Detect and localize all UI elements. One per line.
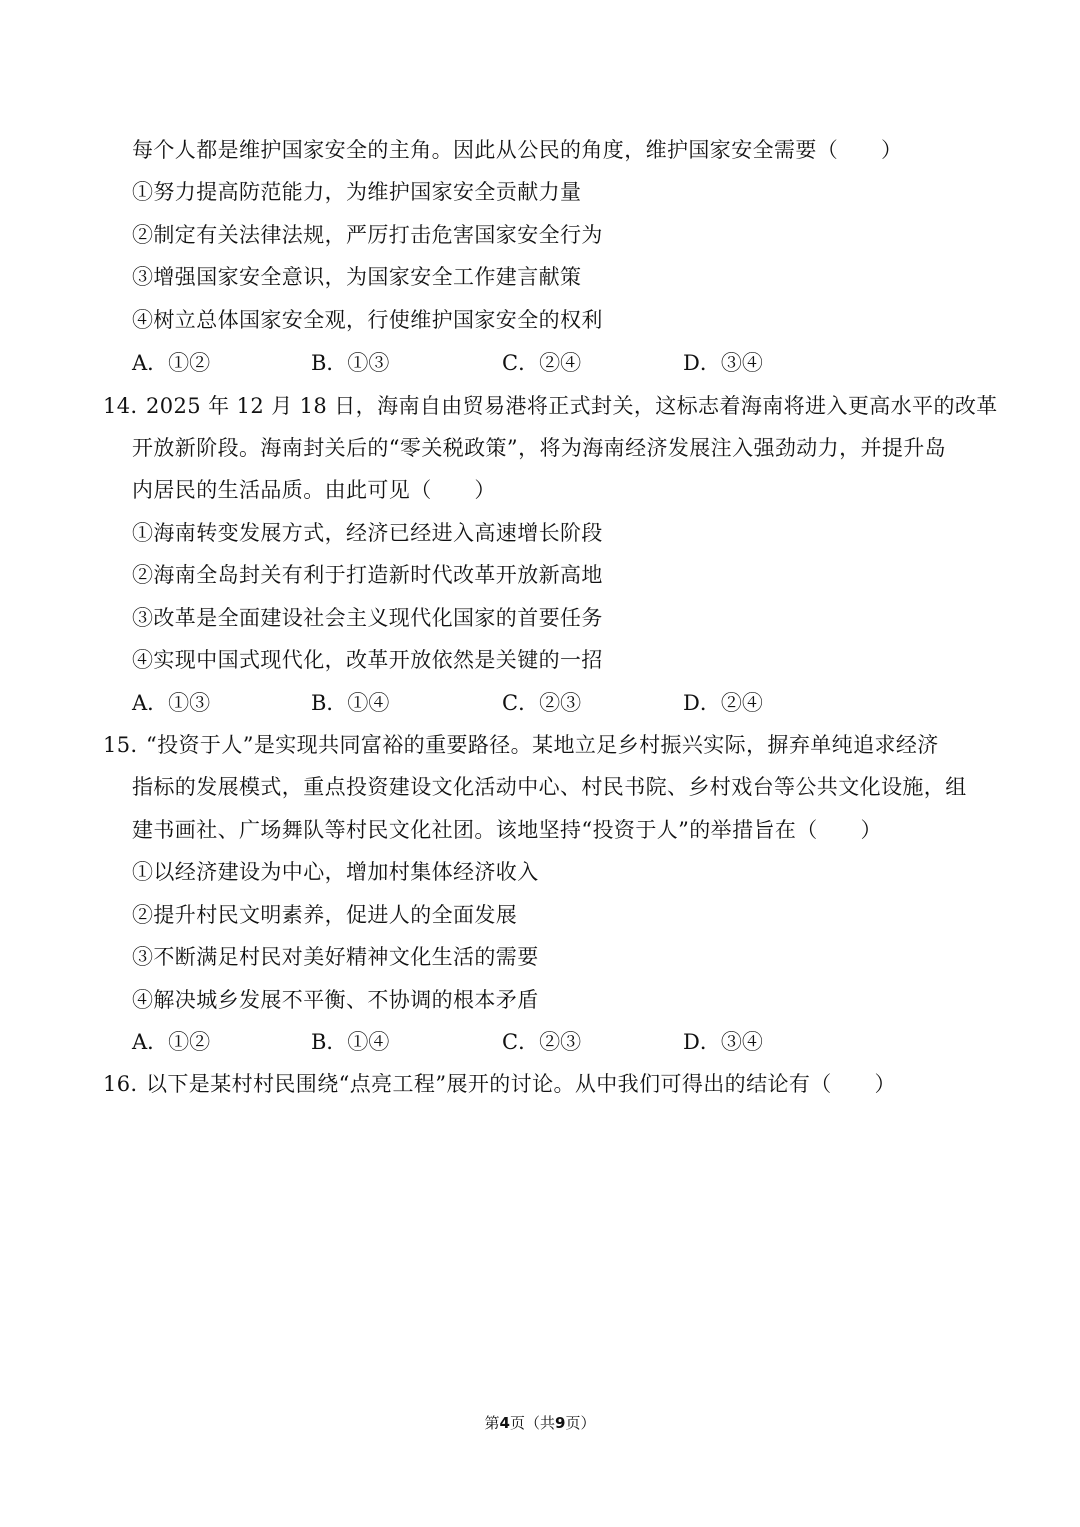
footer-prefix: 第 [484,1414,500,1432]
page-footer [0,1413,1080,1433]
q15-stem-line-3: 建书画社、广场舞队等村民文化社团。该地坚持“投资于人”的举措旨在（ ） [132,818,882,842]
q14-item-3: ③改革是全面建设社会主义现代化国家的首要任务 [132,606,603,630]
q13-option-a[interactable]: A．①② [132,351,211,375]
footer-suffix: 页） [565,1414,596,1432]
q13-option-c[interactable]: C．②④ [502,351,582,375]
q14-option-c[interactable]: C．②③ [502,691,582,715]
q14-number: 14． [103,394,152,418]
q13-option-d[interactable]: D．③④ [683,351,763,375]
q15-option-a[interactable]: A．①② [132,1030,211,1054]
q15-item-3: ③不断满足村民对美好精神文化生活的需要 [132,945,539,969]
q16-stem: 以下是某村村民围绕“点亮工程”展开的讨论。从中我们可得出的结论有（ ） [146,1072,896,1096]
q15-item-1: ①以经济建设为中心，增加村集体经济收入 [132,860,539,884]
q14-stem-line-3: 内居民的生活品质。由此可见（ ） [132,478,496,502]
q16-number: 16． [103,1072,152,1096]
q14-stem-line-1: 2025 年 12 月 18 日，海南自由贸易港将正式封关，这标志着海南将进入更高水平的改革 [146,394,998,418]
q14-item-2: ②海南全岛封关有利于打造新时代改革开放新高地 [132,563,603,587]
footer-total-pages: 9 [555,1414,566,1432]
footer-middle: 页（共 [509,1414,555,1432]
q13-stem-tail: 每个人都是维护国家安全的主角。因此从公民的角度，维护国家安全需要（ ） [132,138,903,162]
q13-item-4: ④树立总体国家安全观，行使维护国家安全的权利 [132,308,603,332]
q14-stem-line-2: 开放新阶段。海南封关后的“零关税政策”，将为海南经济发展注入强劲动力，并提升岛 [132,436,947,460]
q14-option-a[interactable]: A．①③ [132,691,211,715]
q14-option-d[interactable]: D．②④ [683,691,763,715]
footer-page-number: 4 [499,1414,510,1432]
q15-item-2: ②提升村民文明素养，促进人的全面发展 [132,903,518,927]
q14-item-1: ①海南转变发展方式，经济已经进入高速增长阶段 [132,521,603,545]
q13-item-3: ③增强国家安全意识，为国家安全工作建言献策 [132,265,582,289]
q15-option-d[interactable]: D．③④ [683,1030,763,1054]
q15-number: 15． [103,733,152,757]
q14-item-4: ④实现中国式现代化，改革开放依然是关键的一招 [132,648,603,672]
q15-option-c[interactable]: C．②③ [502,1030,582,1054]
q13-option-b[interactable]: B．①③ [311,351,390,375]
q15-option-b[interactable]: B．①④ [311,1030,390,1054]
q13-item-2: ②制定有关法律法规，严厉打击危害国家安全行为 [132,223,603,247]
q14-option-b[interactable]: B．①④ [311,691,390,715]
q15-item-4: ④解决城乡发展不平衡、不协调的根本矛盾 [132,988,539,1012]
q13-item-1: ①努力提高防范能力，为维护国家安全贡献力量 [132,180,582,204]
q15-stem-line-2: 指标的发展模式，重点投资建设文化活动中心、村民书院、乡村戏台等公共文化设施，组 [132,775,967,799]
q15-stem-line-1: “投资于人”是实现共同富裕的重要路径。某地立足乡村振兴实际，摒弃单纯追求经济 [146,733,939,757]
